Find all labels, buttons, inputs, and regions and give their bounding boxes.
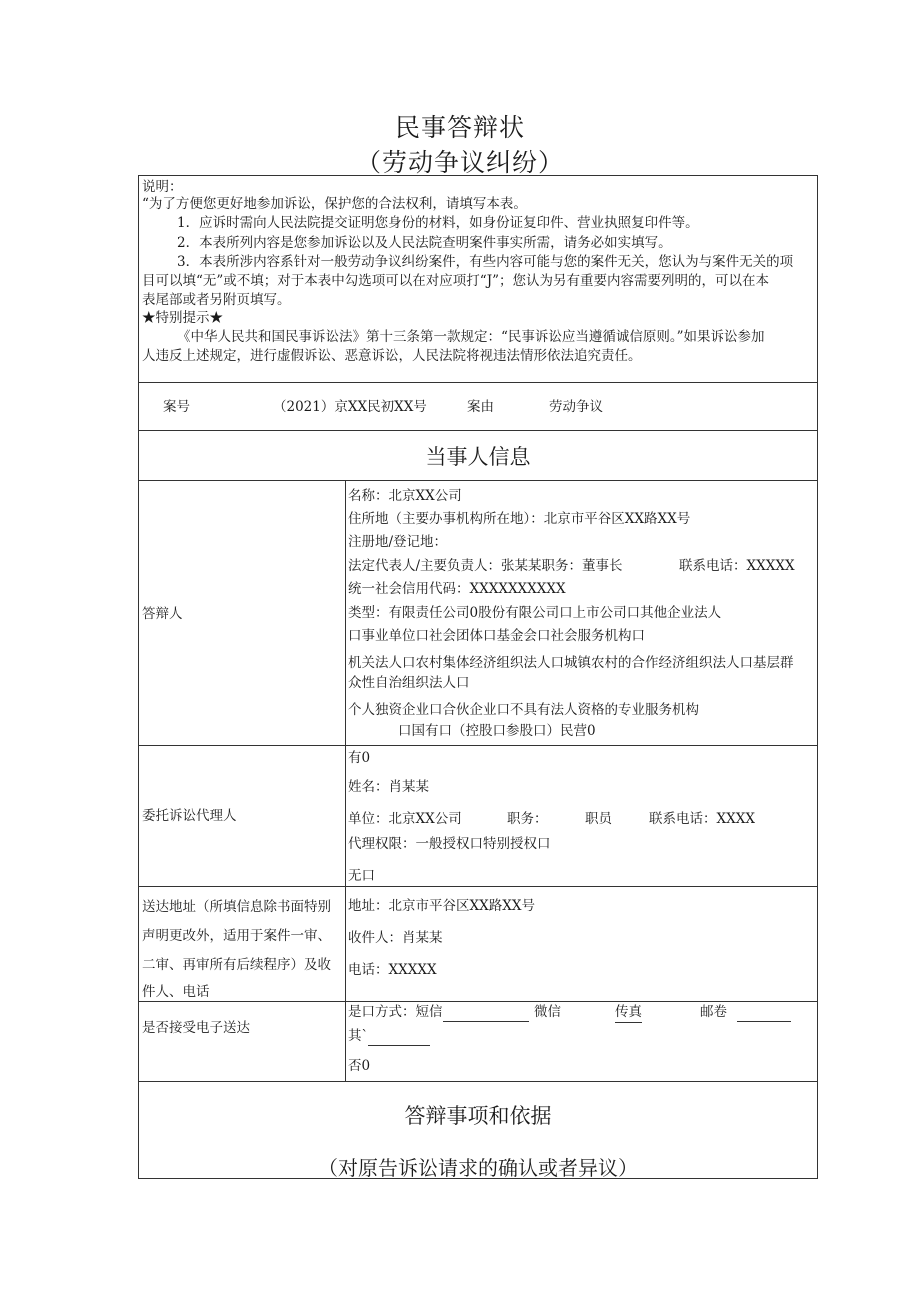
special-notice-line1: 《中华人民共和国民事诉讼法》第十三条第一款规定：“民事诉讼应当遵循诚信原则。”如果诉讼参加	[177, 329, 765, 345]
respondent-phone: 联系电话：XXXXX	[679, 558, 795, 574]
electronic-service-label: 是否接受电子送达	[142, 1020, 250, 1036]
notes-item-1: 1．应诉时需向人民法院提交证明您身份的材料，如身份证复印件、营业执照复印件等。	[177, 215, 699, 231]
document-title: 民事答辩状	[394, 113, 525, 142]
respondent-address: 住所地（主要办事机构所在地）：北京市平谷区XX路XX号	[348, 511, 691, 527]
electronic-yes-sms-label: 是口方式：短信	[348, 1004, 443, 1020]
agent-position-label: 职务：	[507, 811, 548, 827]
respondent-registered-place: 注册地/登记地：	[348, 534, 448, 550]
notes-item-3-line3: 表尾部或者另附页填写。	[142, 292, 291, 308]
agent-none-option: 无口	[348, 868, 375, 884]
service-address-label-line2: 声明更改外，适用于案件一审、	[142, 928, 331, 944]
notes-item-3-line1: 3．本表所涉内容系针对一般劳动争议纠纷案件，有些内容可能与您的案件无关，您认为与案件无关的项	[177, 254, 794, 270]
column-divider	[345, 480, 346, 1081]
electronic-wechat-label: 微信	[534, 1004, 561, 1020]
electronic-no-option: 否0	[348, 1058, 371, 1074]
other-text: 其`	[348, 1028, 369, 1044]
notes-item-3-line2: 目可以填“无”或不填；对于本表中勾选项可以在对应项打“J”；您认为另有重要内容需要列明的，可以在本	[142, 273, 770, 289]
respondent-label: 答辩人	[142, 606, 183, 622]
divider	[139, 430, 817, 431]
notes-intro: “为了方便您更好地参加诉讼，保护您的合法权利，请填写本表。	[142, 196, 527, 212]
document-subtitle: （劳动争议纠纷）	[355, 148, 564, 177]
service-recipient: 收件人：肖某某	[348, 930, 443, 946]
defense-section-subtitle: （对原告诉讼请求的确认或者异议）	[318, 1156, 638, 1180]
notes-item-2: 2．本表所列内容是您参加诉讼以及人民法院查明案件事实所需，请务必如实填写。	[177, 235, 672, 251]
sms-blank[interactable]	[443, 1007, 529, 1022]
divider	[139, 382, 817, 383]
notes-heading: 说明：	[142, 179, 183, 195]
mail-text: 邮卷	[700, 1004, 727, 1020]
electronic-fax-label	[615, 1002, 642, 1023]
respondent-type-line1: 类型：有限责任公司0股份有限公司口上市公司口其他企业法人	[348, 605, 722, 621]
case-cause-value: 劳动争议	[549, 399, 603, 415]
respondent-type-line5: 个人独资企业口合伙企业口不具有法人资格的专业服务机构	[348, 702, 699, 718]
special-notice-heading: ★特别提示★	[142, 310, 223, 326]
respondent-credit-code: 统一社会信用代码：XXXXXXXXXX	[348, 581, 566, 597]
service-address-label-line3: 二审、再审所有后续程序）及收	[142, 957, 331, 973]
service-address-label-line1: 送达地址（所填信息除书面特别	[142, 899, 331, 915]
agent-label: 委托诉讼代理人	[142, 808, 237, 824]
respondent-name: 名称：北京XX公司	[348, 488, 462, 504]
mail-blank[interactable]	[737, 1007, 791, 1022]
respondent-type-line6: 口国有口（控股口参股口）民营0	[398, 723, 596, 739]
fax-text: 传真	[615, 1002, 642, 1023]
special-notice-line2: 人违反上述规定，进行虚假诉讼、恶意诉讼，人民法院将视违法情形依法追究责任。	[142, 348, 642, 364]
defense-section-title: 答辩事项和依据	[404, 1104, 552, 1128]
service-phone: 电话：XXXXX	[348, 962, 437, 978]
electronic-service-yes-methods	[348, 1002, 529, 1022]
electronic-other-label	[348, 1026, 430, 1046]
respondent-type-line2: 口事业单位口社会团体口基金会口社会服务机构口	[348, 628, 645, 644]
divider	[139, 745, 817, 746]
agent-unit: 单位：北京XX公司	[348, 811, 462, 827]
party-info-section-title: 当事人信息	[425, 445, 531, 469]
service-address: 地址：北京市平谷区XX路XX号	[348, 898, 535, 914]
other-blank[interactable]	[368, 1031, 430, 1046]
case-number-value: （2021）京XX民初XX号	[273, 399, 427, 415]
agent-name: 姓名：肖某某	[348, 779, 429, 795]
divider	[139, 1081, 817, 1082]
electronic-mail-label	[700, 1002, 791, 1022]
respondent-type-line3: 机关法人口农村集体经济组织法人口城镇农村的合作经济组织法人口基层群	[348, 655, 794, 671]
respondent-legal-representative: 法定代表人/主要负责人：张某某职务：董事长	[348, 558, 623, 574]
agent-has-option: 有0	[348, 750, 371, 766]
case-cause-label: 案由	[467, 399, 494, 415]
divider	[139, 480, 817, 481]
answer-form-table	[138, 175, 818, 1179]
case-number-label: 案号	[163, 399, 190, 415]
agent-authority: 代理权限：一般授权口特别授权口	[348, 836, 551, 852]
respondent-type-line4: 众性自治组织法人口	[348, 675, 470, 691]
agent-position-value: 职员	[585, 811, 612, 827]
divider	[139, 886, 817, 887]
agent-phone: 联系电话：XXXX	[649, 811, 755, 827]
service-address-label-line4: 件人、电话	[142, 984, 210, 1000]
